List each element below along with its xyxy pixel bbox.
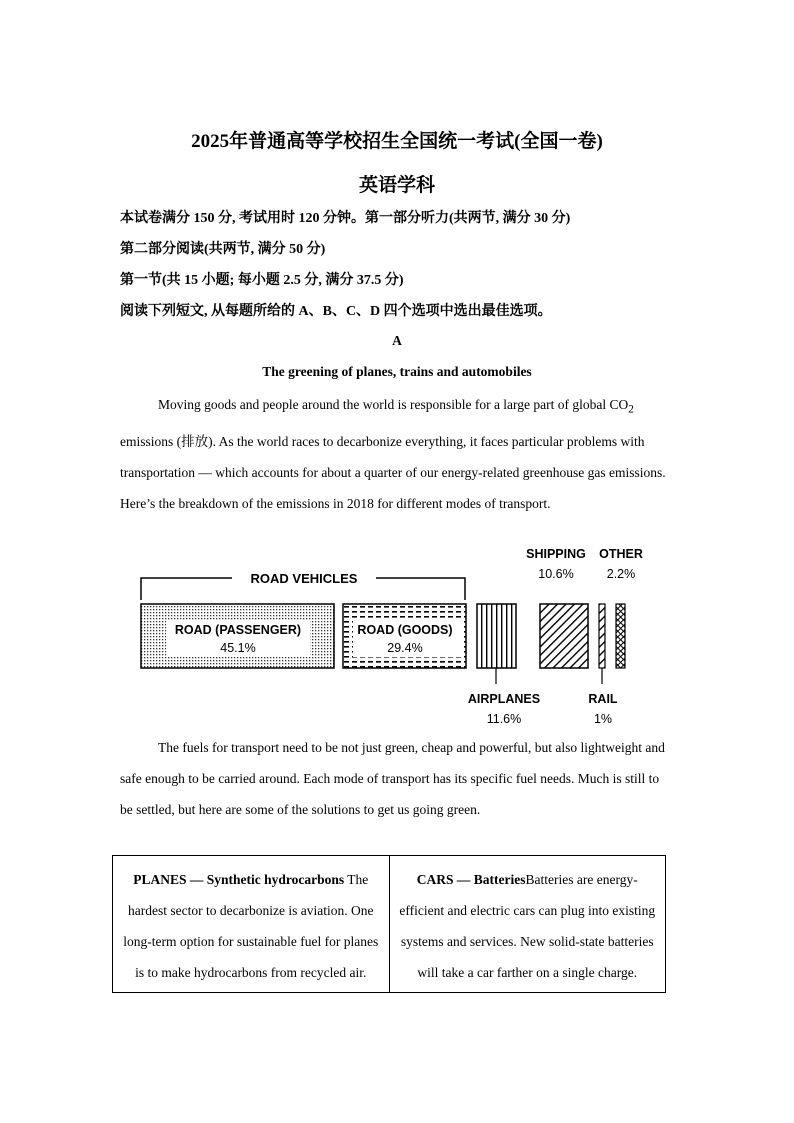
exam-title: 2025年普通高等学校招生全国统一考试(全国一卷) [191,131,603,152]
bar-other [616,604,625,668]
solution-body-cars: Batteries are energy-efficient and electric cars can plug into existing systems and services. New solid-state batteries will take a car farther on a single charge. [399,872,656,980]
bar-airplanes [477,604,516,668]
label-shipping: SHIPPING [526,547,586,561]
paragraph-1-text-a: Moving goods and people around the world is responsible for a large part of global CO [158,397,629,412]
bar-shipping [540,604,588,668]
group-label: ROAD VEHICLES [250,571,358,586]
label-airplanes: AIRPLANES [467,692,541,706]
value-other: 2.2% [606,567,636,581]
paragraph-1-text-b: emissions (排放). As the world races to decarbonize everything, it faces particular problems with transportation — which accounts for about a quarter of our energy-related greenhouse gas emissions. Here’s the breakdown of the emissions in 2018 for different modes of transport. [120,433,666,511]
label-road-goods: ROAD (GOODS) [357,623,453,637]
instruction-line-4: 阅读下列短文, 从每题所给的 A、B、C、D 四个选项中选出最佳选项。 [120,304,552,319]
label-road-passenger: ROAD (PASSENGER) [174,623,302,637]
value-airplanes: 11.6% [486,712,522,726]
paragraph-2-text: The fuels for transport need to be not just green, cheap and powerful, but also lightweight and safe enough to be carried around. Each mode of transport has its specific fuel needs. Much is still to be settled, but here are some of the solutions to get us going green. [120,740,665,817]
label-other: OTHER [599,547,643,561]
value-road-goods: 29.4% [387,641,423,655]
value-road-passenger: 45.1% [220,641,256,655]
emissions-chart [120,540,660,730]
paragraph-1 [120,389,672,519]
value-rail: 1% [593,712,613,726]
instruction-line-1: 本试卷满分 150 分, 考试用时 120 分钟。第一部分听力(共两节, 满分 30 分) [120,211,571,226]
subject-title: 英语学科 [358,175,435,196]
solution-body-planes: The hardest sector to decarbonize is aviation. One long-term option for sustainable fuel for planes is to make hydrocarbons from recycled air. [123,872,379,980]
instruction-line-2: 第二部分阅读(共两节, 满分 50 分) [120,242,326,257]
solution-cell-cars [389,856,666,993]
solution-heading-planes: PLANES — Synthetic hydrocarbons [133,872,345,887]
passage-title: The greening of planes, trains and automobiles [262,364,532,379]
instruction-line-3: 第一节(共 15 小题; 每小题 2.5 分, 满分 37.5 分) [120,273,404,288]
solutions-table [112,855,666,993]
bar-rail [599,604,605,668]
solution-cell-planes [113,856,390,993]
co2-subscript: 2 [628,403,634,416]
solution-heading-cars: CARS — Batteries [416,872,526,887]
paragraph-2 [120,732,672,825]
label-rail: RAIL [588,692,618,706]
passage-letter: A [392,333,402,348]
value-shipping: 10.6% [538,567,574,581]
